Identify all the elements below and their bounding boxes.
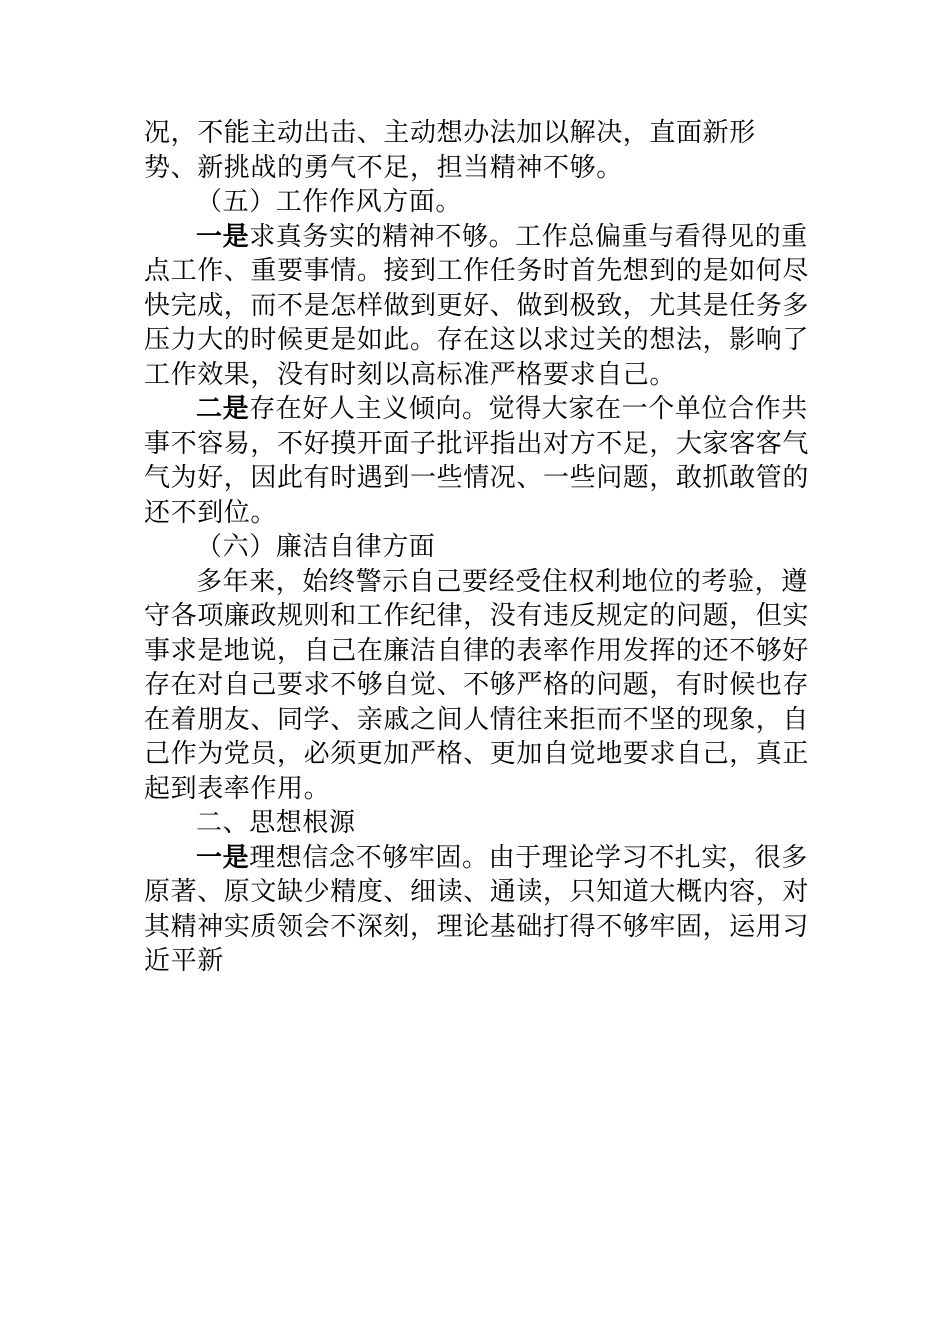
text-line: 气为好，因此有时遇到一些情况、一些问题，敢抓敢管的 bbox=[144, 463, 810, 493]
text-line bbox=[144, 392, 808, 427]
text-line: 多年来，始终警示自己要经受住权利地位的考验，遵 bbox=[196, 566, 808, 597]
text-line bbox=[144, 841, 808, 876]
section-heading-five: （五）工作作风方面。 bbox=[196, 187, 463, 217]
text-line-body: 理想信念不够牢固。由于理论学习不扎实，很多 bbox=[249, 842, 808, 873]
paragraph-integrity bbox=[144, 565, 808, 807]
paragraph-work-style-one bbox=[144, 220, 808, 393]
paragraph-continuation bbox=[144, 116, 808, 185]
paragraph-work-style-two bbox=[144, 392, 808, 530]
text-line: 点工作、重要事情。接到工作任务时首先想到的是如何尽 bbox=[144, 256, 810, 286]
text-line: 其精神实质领会不深刻，理论基础打得不够牢固，运用习 bbox=[144, 911, 810, 942]
text-line: 己作为党员，必须更加严格、更加自觉地要求自己，真正 bbox=[144, 739, 810, 769]
text-line: 快完成，而不是怎样做到更好、做到极致，尤其是任务多 bbox=[144, 290, 810, 321]
text-line: 还不到位。 bbox=[144, 497, 278, 528]
text-line: 存在对自己要求不够自觉、不够严格的问题，有时候也存 bbox=[144, 670, 810, 700]
lead-label: 一是 bbox=[196, 221, 250, 252]
text-line: 原著、原文缺少精度、细读、通读，只知道大概内容，对 bbox=[144, 877, 810, 907]
text-line bbox=[144, 220, 808, 255]
text-line-body: 求真务实的精神不够。工作总偏重与看得见的重 bbox=[249, 221, 808, 252]
text-line: 势、新挑战的勇气不足，担当精神不够。 bbox=[144, 152, 623, 183]
text-line: 守各项廉政规则和工作纪律，没有违反规定的问题，但实 bbox=[144, 601, 810, 631]
text-line: 况，不能主动出击、主动想办法加以解决，直面新形 bbox=[144, 118, 756, 148]
text-line: 起到表率作用。 bbox=[144, 773, 331, 804]
document-body bbox=[144, 116, 808, 979]
lead-label: 二是 bbox=[196, 394, 250, 424]
lead-label: 一是 bbox=[196, 842, 250, 873]
text-line: 近平新 bbox=[144, 946, 224, 976]
text-line: 事不容易，不好摸开面子批评指出对方不足，大家客客气 bbox=[144, 428, 810, 459]
text-line: 在着朋友、同学、亲戚之间人情往来拒而不坚的现象，自 bbox=[144, 704, 810, 735]
text-line-body: 存在好人主义倾向。觉得大家在一个单位合作共 bbox=[249, 394, 808, 424]
text-line: 压力大的时候更是如此。存在这以求过关的想法，影响了 bbox=[144, 325, 810, 355]
paragraph-ideology-one bbox=[144, 841, 808, 979]
section-heading-two: 二、思想根源 bbox=[196, 808, 356, 838]
text-line: 事求是地说，自己在廉洁自律的表率作用发挥的还不够好 bbox=[144, 635, 810, 666]
text-line: 工作效果，没有时刻以高标准严格要求自己。 bbox=[144, 359, 677, 390]
section-heading-six: （六）廉洁自律方面 bbox=[196, 532, 436, 562]
